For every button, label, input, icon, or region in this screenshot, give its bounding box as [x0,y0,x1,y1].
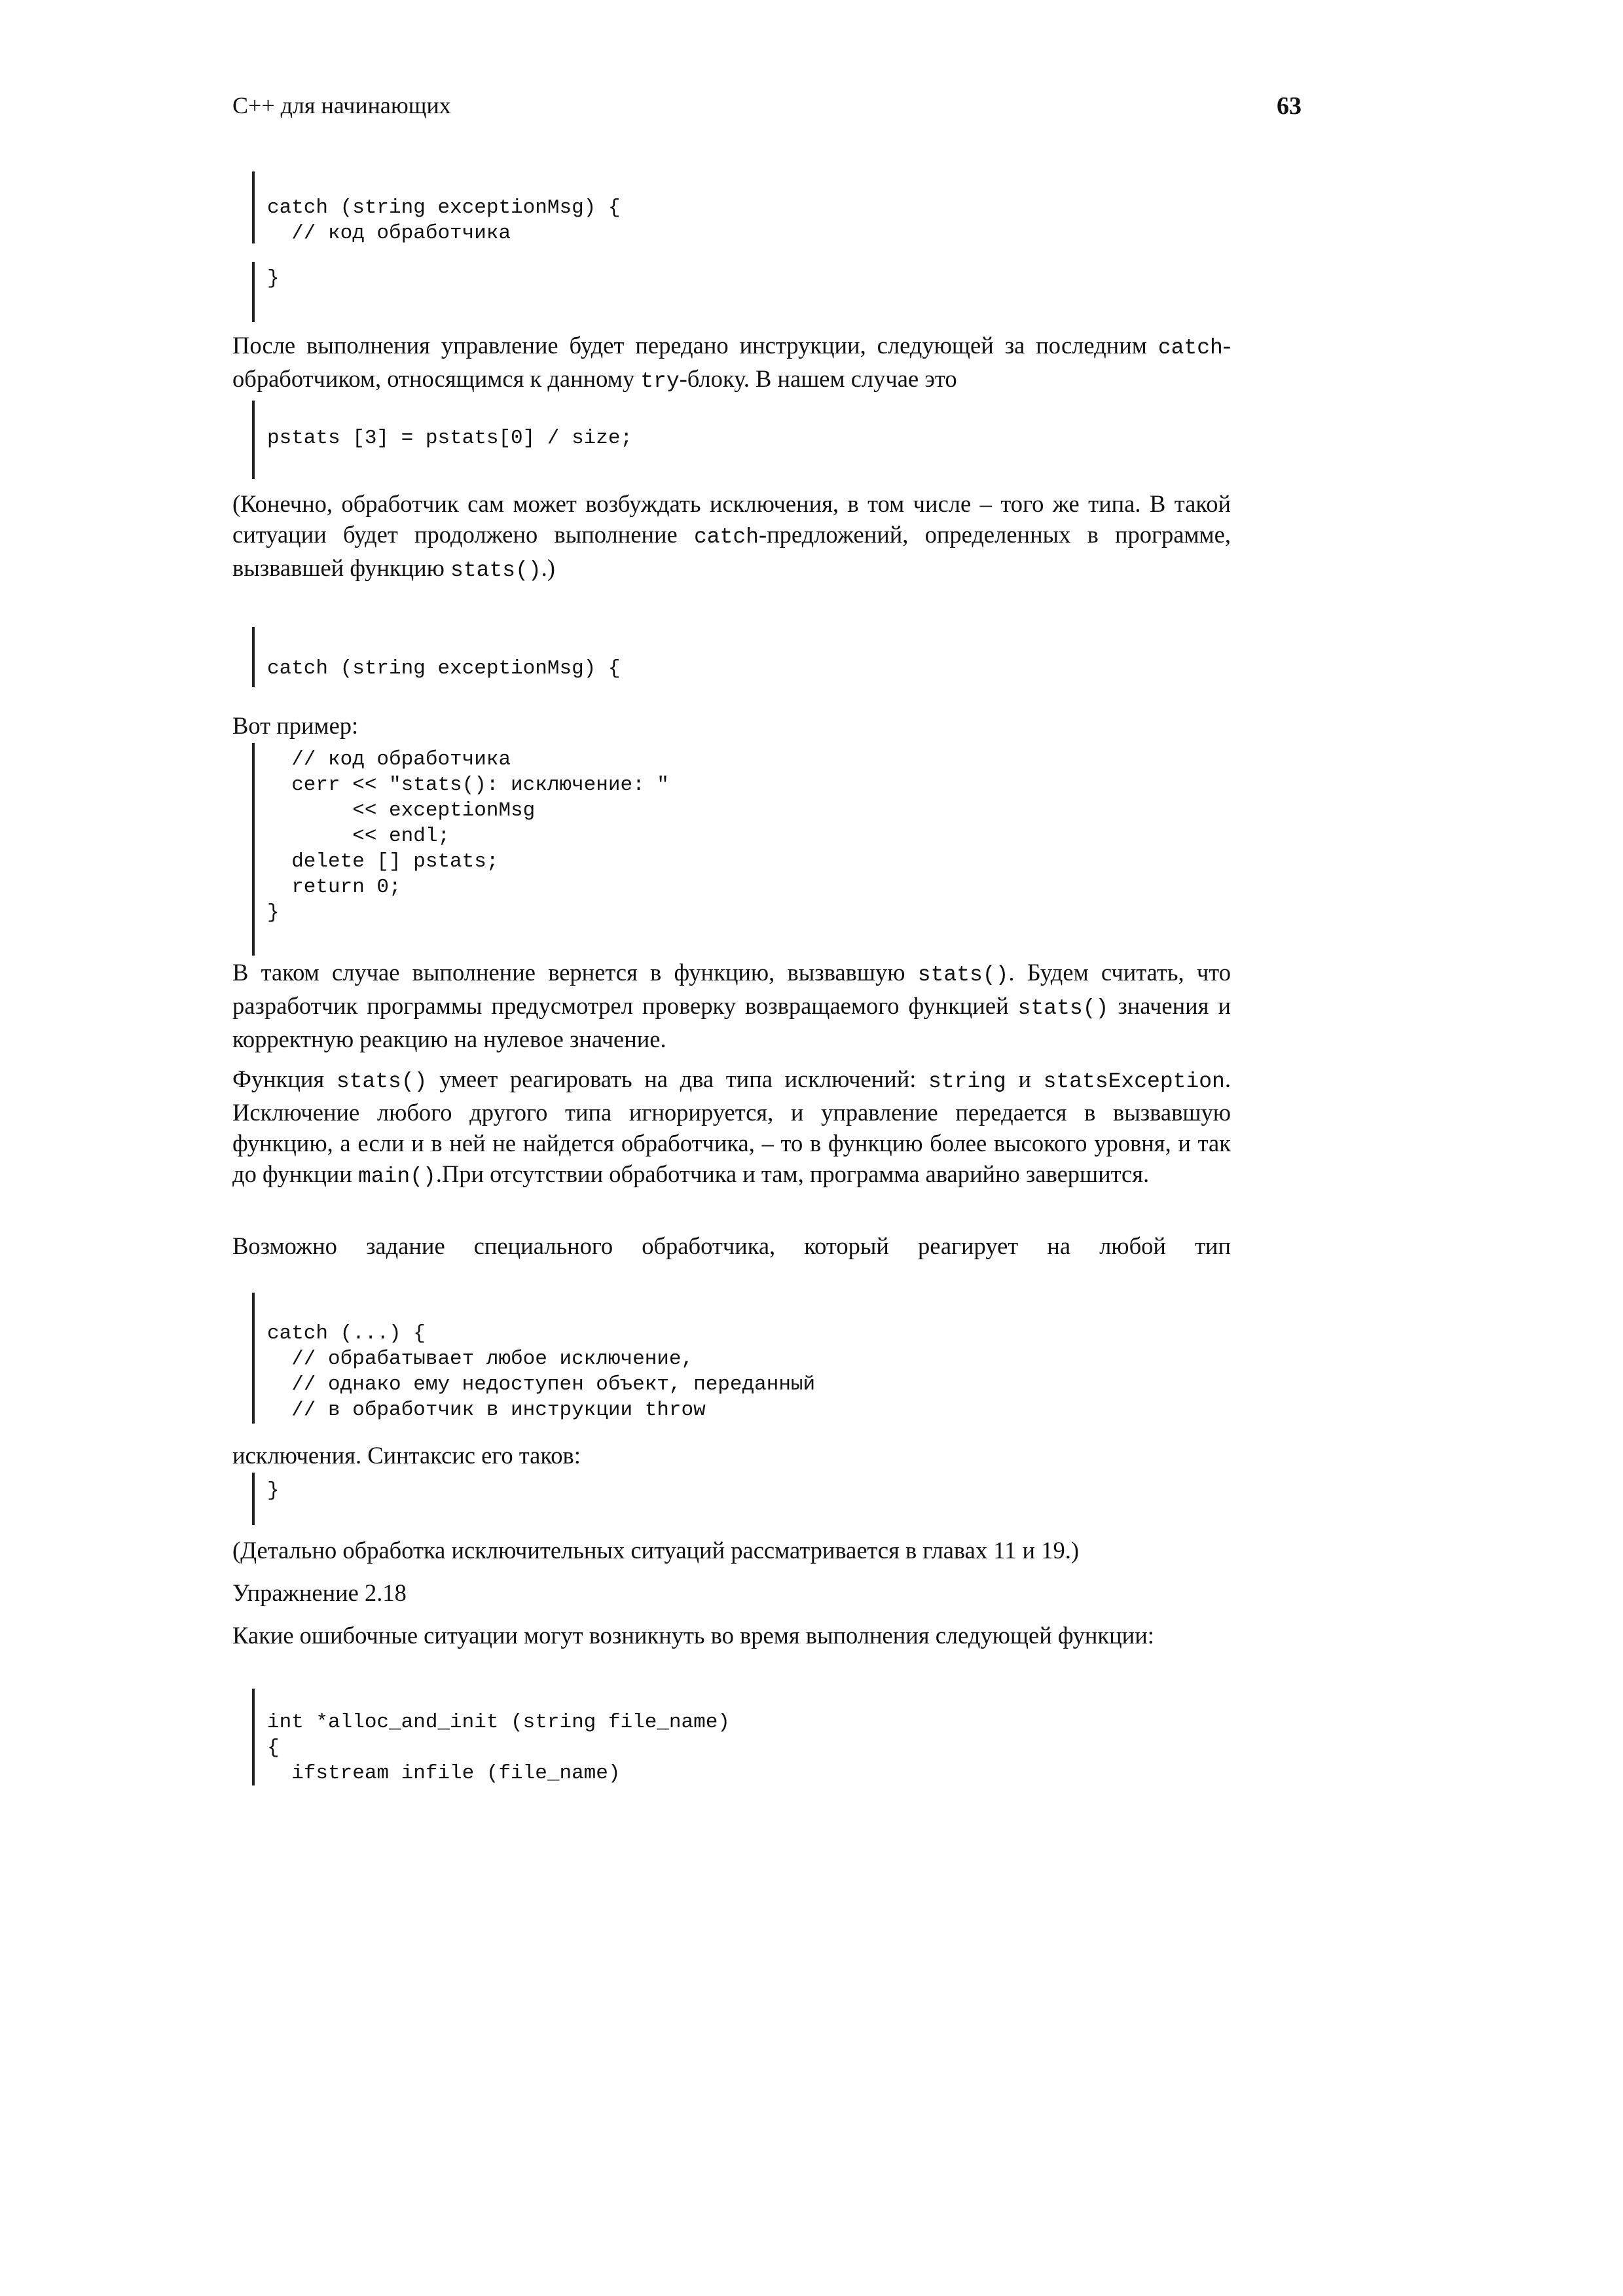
code-margin-bar [252,1473,255,1525]
paragraph-syntax-label: исключения. Синтаксис его таков: [232,1442,581,1469]
code-block-pstats: pstats [3] = pstats[0] / size; [267,427,633,450]
paragraph-chapter-reference: (Детально обработка исключительных ситуаций рассматривается в главах 11 и 19.) [232,1537,1079,1564]
code-block-catch-string: catch (string exceptionMsg) { // код обработчика [267,196,621,245]
running-header-title: C++ для начинающих [232,92,451,118]
paragraph-after-execution: После выполнения управление будет передано инструкции, следующей за последним catch-обработчиком, относящимся к данному try-блоку. В нашем случае это [232,332,1231,393]
paragraph-catch-all-intro: Возможно задание специального обработчика, который реагирует на любой тип [232,1232,1231,1259]
code-margin-bar [252,262,255,322]
code-margin-bar [252,171,255,243]
code-margin-bar [252,627,255,687]
code-block-alloc-and-init: int *alloc_and_init (string file_name) { ifstream infile (file_name) [267,1711,730,1785]
paragraph-handler-rethrow: (Конечно, обработчик сам может возбуждать исключения, в том числе – того же типа. В такой ситуации будет продолжено выполнение catch-предложений, определенных в программе, вызвавшей функцию stats().) [232,490,1231,583]
paragraph-exception-types: Функция stats() умеет реагировать на два типа исключений: string и statsException. Исключение любого другого типа игнорируется, и управление передается в вызвавшую функцию, а если и в ней не найдется обработчика, – то в функцию более высокого уровня, и так до функции main().При отсутствии обработчика и там, программа аварийно завершится. [232,1066,1231,1189]
exercise-heading: Упражнение 2.18 [232,1579,407,1606]
code-block-catch-all: catch (...) { // обрабатывает любое исключение, // однако ему недоступен объект, переданный // в обработчик в инструкции throw [267,1322,816,1422]
code-margin-bar [252,743,255,956]
page-number: 63 [1277,92,1302,120]
code-block-catch-string-2: catch (string exceptionMsg) { [267,657,621,680]
code-block-closing-brace-2: } [267,1479,280,1502]
code-margin-bar [252,401,255,479]
code-margin-bar [252,1293,255,1424]
code-block-closing-brace: } [267,267,280,290]
code-block-handler-example: // код обработчика cerr << "stats(): исключение: " << exceptionMsg << endl; delete [] pstats; return 0; } [267,748,669,924]
paragraph-exercise-question: Какие ошибочные ситуации могут возникнуть во время выполнения следующей функции: [232,1622,1154,1649]
paragraph-return-to-caller: В таком случае выполнение вернется в функцию, вызвавшую stats(). Будем считать, что разработчик программы предусмотрел проверку возвращаемого функцией stats() значения и корректную реакцию на нулевое значение. [232,959,1231,1052]
code-margin-bar [252,1689,255,1785]
paragraph-example-label: Вот пример: [232,712,359,739]
